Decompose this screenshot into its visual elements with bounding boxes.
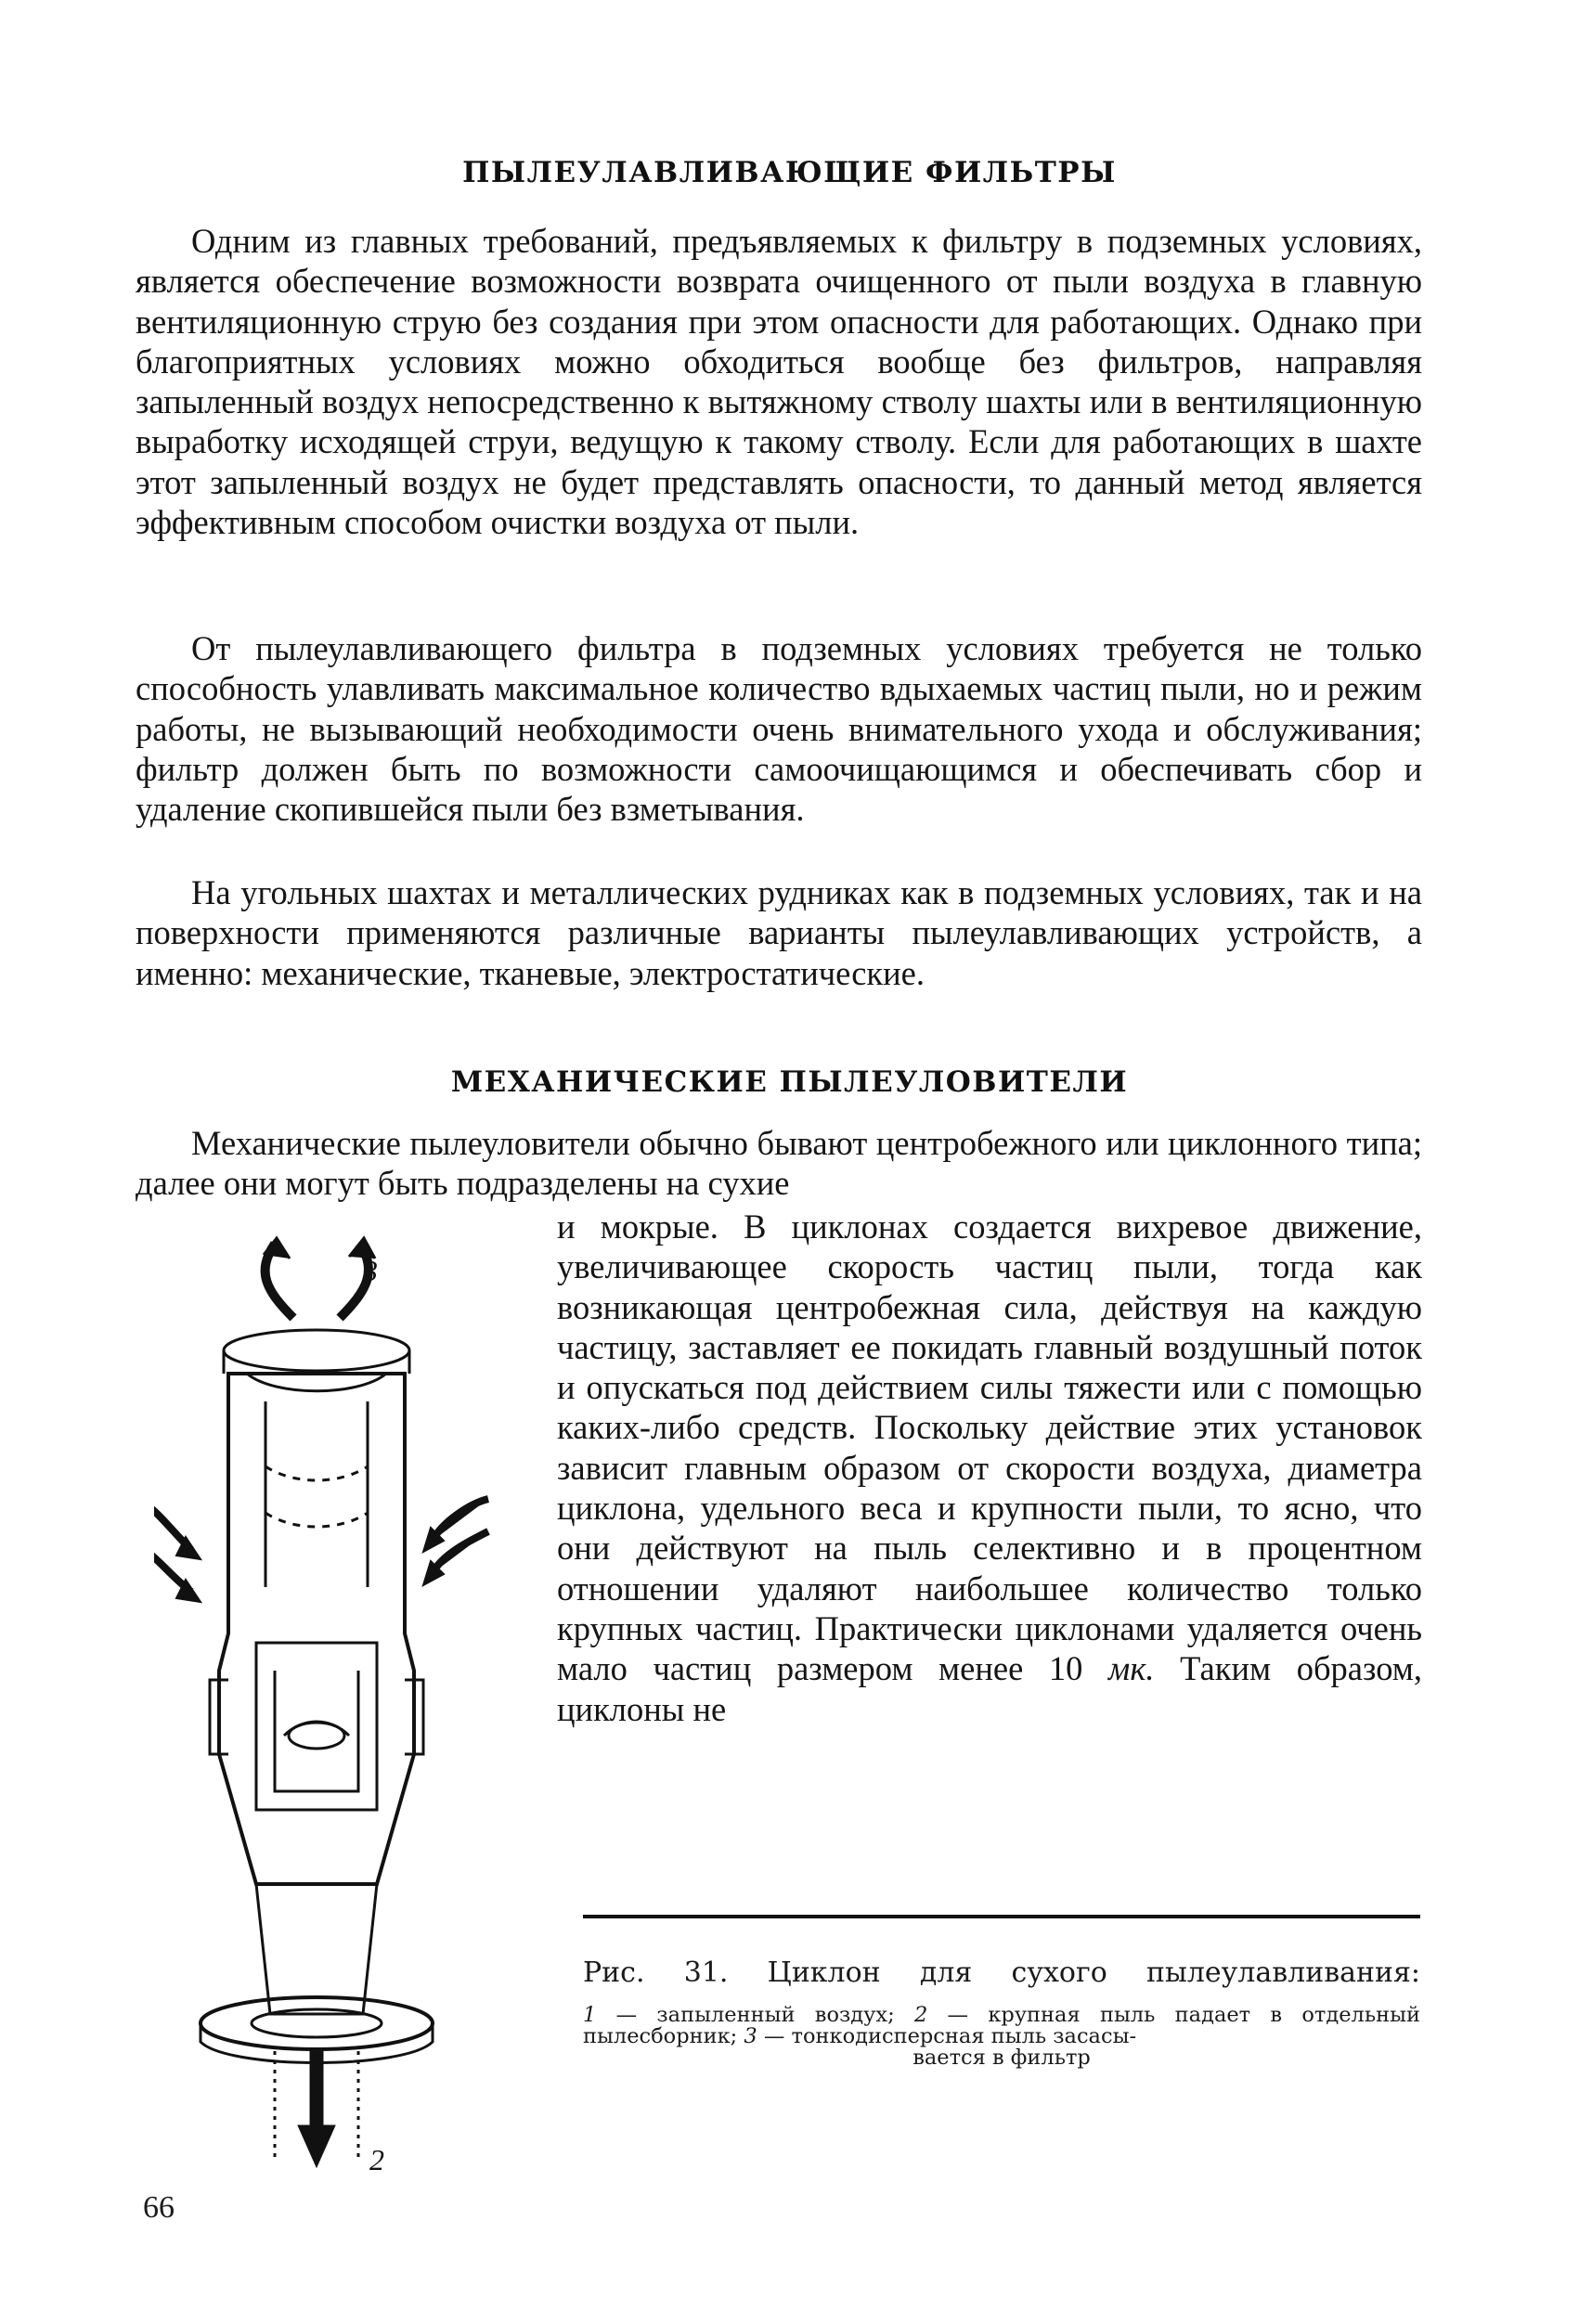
section-heading-filters: ПЫЛЕУЛАВЛИВАЮЩИЕ ФИЛЬТРЫ	[462, 156, 1117, 189]
legend-text-3: — тонкодисперсная пыль засасы-	[757, 2024, 1137, 2048]
cyclone-body	[219, 1374, 414, 1884]
paragraph-4-full-width	[136, 1123, 1422, 1204]
dust-out-arrow-shaft	[310, 2051, 323, 2135]
figure-label-2: 2	[369, 2143, 384, 2172]
caption-rule	[583, 1915, 1420, 1918]
paragraph-4-tail: Таким образом, циклоны не	[557, 1649, 1422, 1728]
paragraph-1	[136, 221, 1422, 542]
paragraph-3-text: На угольных шахтах и металлических рудниках как в подземных условиях, так и на поверхности применяются различные варианты пылеулавливающих устройств, а именно: механические, тканевые, электростатические.	[136, 873, 1422, 992]
paragraph-4-wrap-text: и мокрые. В циклонах создается вихревое движение, увеличивающее скорость частиц пыли, тогда как возникающая центробежная сила, действуя на каждую частицу, заставляет ее покидать главный воздушный поток и опускаться под действием силы тяжести или с помощью каких-либо средств. Поскольку действие этих установок зависит главным образом от скорости воздуха, диаметра циклона, удельного веса и крупности пыли, то ясно, что они действуют на пыль селективно и в процентном отношении удаляют наибольшее количество только крупных частиц. Практически циклонами удаляется очень мало частиц размером менее 10	[557, 1207, 1422, 1688]
unit-text: мк.	[1108, 1649, 1155, 1688]
paragraph-2	[136, 628, 1422, 829]
cyclone-figure	[154, 1234, 563, 2172]
page-number: 66	[143, 2190, 175, 2225]
legend-number-2: 2	[913, 2003, 928, 2027]
paragraph-4-wrapped	[557, 1207, 1422, 1729]
figure-label-3: 3	[363, 1254, 378, 1287]
legend-text-2: — крупная пыль падает в отдельный пылесборник;	[583, 2003, 1420, 2048]
figure-legend	[583, 2005, 1420, 2069]
paragraph-3	[136, 872, 1422, 993]
top-cap	[224, 1330, 409, 1371]
paragraph-4-text: Механические пылеуловители обычно бывают центробежного или циклонного типа; далее они могут быть подразделены на сухие	[136, 1124, 1422, 1203]
legend-number-3: 3	[744, 2024, 757, 2048]
dust-out-arrow-head	[298, 2125, 335, 2167]
legend-number-1: 1	[583, 2003, 597, 2027]
legend-last-line: вается в фильтр	[912, 2046, 1091, 2070]
section-heading-mechanical: МЕХАНИЧЕСКИЕ ПЫЛЕУЛОВИТЕЛИ	[450, 1065, 1129, 1099]
figure-caption: Рис. 31. Циклон для сухого пылеулавливания:	[583, 1956, 1420, 1989]
legend-text-1: — запыленный воздух;	[596, 2003, 914, 2027]
base-flange	[201, 1997, 433, 2049]
paragraph-2-text: От пылеулавливающего фильтра в подземных условиях требуется не только способность улавливать максимальное количество вдыхаемых частиц пыли, но и режим работы, не вызывающий необходимости очень внимательного ухода и обслуживания; фильтр должен быть по возможности самоочищающимся и обеспечивать сбор и удаление скопившейся пыли без взметывания.	[136, 629, 1422, 829]
paragraph-1-text: Одним из главных требований, предъявляемых к фильтру в подземных условиях, является обеспечение возможности возврата очищенного от пыли воздуха в главную вентиляционную струю без создания при этом опасности для работающих. Однако при благоприятных условиях можно обходиться вообще без фильтров, направляя запыленный воздух непосредственно к вытяжному стволу шахты или в вентиляционную выработку исходящей струи, ведущую к такому стволу. Если для работающих в шахте этот запыленный воздух не будет представлять опасности, то данный метод является эффективным способом очистки воздуха от пыли.	[136, 222, 1422, 542]
